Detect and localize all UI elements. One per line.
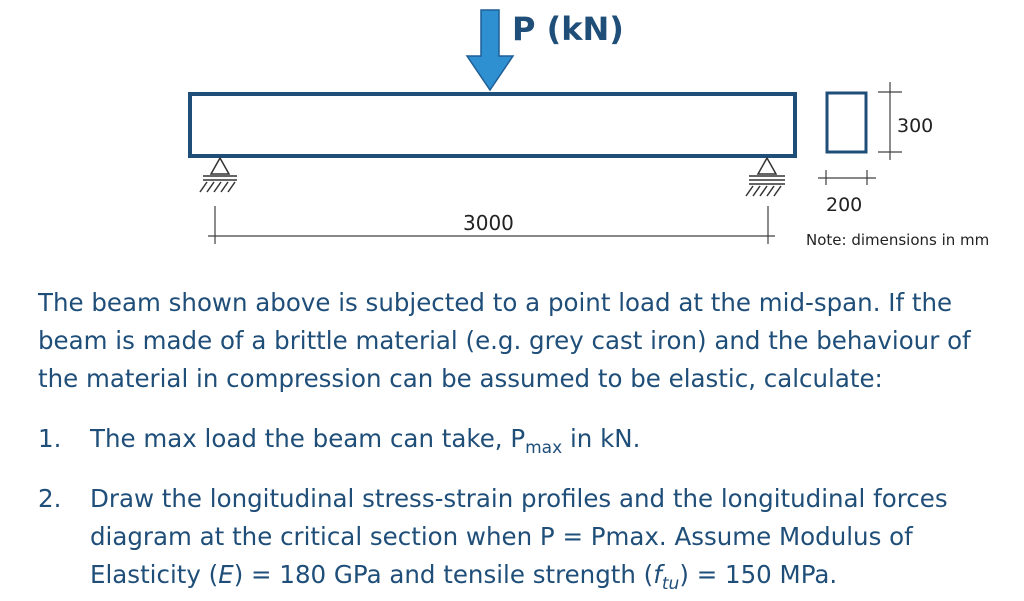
question-2-text-c: ) = 150 MPa. [679, 560, 838, 589]
question-1-text-before: The max load the beam can take, P [90, 424, 526, 453]
problem-intro: The beam shown above is subjected to a point load at the mid-span. If the beam is made of a brittle material (e.g. grey cast iron) and the behaviour of the material in compression can be assumed to be elastic, calculate: [38, 288, 971, 393]
pmax-subscript: max [525, 438, 563, 458]
left-pin-support [200, 158, 237, 192]
modulus-symbol: E [218, 560, 234, 589]
span-label: 3000 [463, 211, 514, 235]
beam [190, 94, 795, 156]
question-1-number: 1. [38, 424, 62, 453]
load-label: P (kN) [512, 10, 624, 48]
beam-diagram [0, 0, 1024, 280]
question-2-number: 2. [38, 484, 62, 513]
section-height-label: 300 [897, 115, 934, 137]
tensile-strength-symbol: f [653, 560, 662, 589]
question-2-text [90, 480, 1010, 594]
right-roller-support [746, 158, 785, 196]
question-1-text [90, 420, 1010, 458]
section-width-dimension [818, 170, 876, 185]
question-2-text-a: Draw the longitudinal stress-strain profiles and the longitudinal forces diagram at the critical section when P = Pmax. Assume Modulus of Elasticity ( [90, 484, 948, 589]
question-2-text-b: ) = 180 GPa and tensile strength ( [233, 560, 654, 589]
cross-section [827, 93, 866, 152]
tensile-strength-subscript-text: tu [661, 574, 680, 594]
question-1-text-after: in kN. [562, 424, 641, 453]
tensile-strength-subscript [662, 574, 679, 594]
dimension-note: Note: dimensions in mm [806, 231, 990, 249]
section-width-label: 200 [826, 194, 863, 216]
load-arrow [467, 10, 513, 90]
